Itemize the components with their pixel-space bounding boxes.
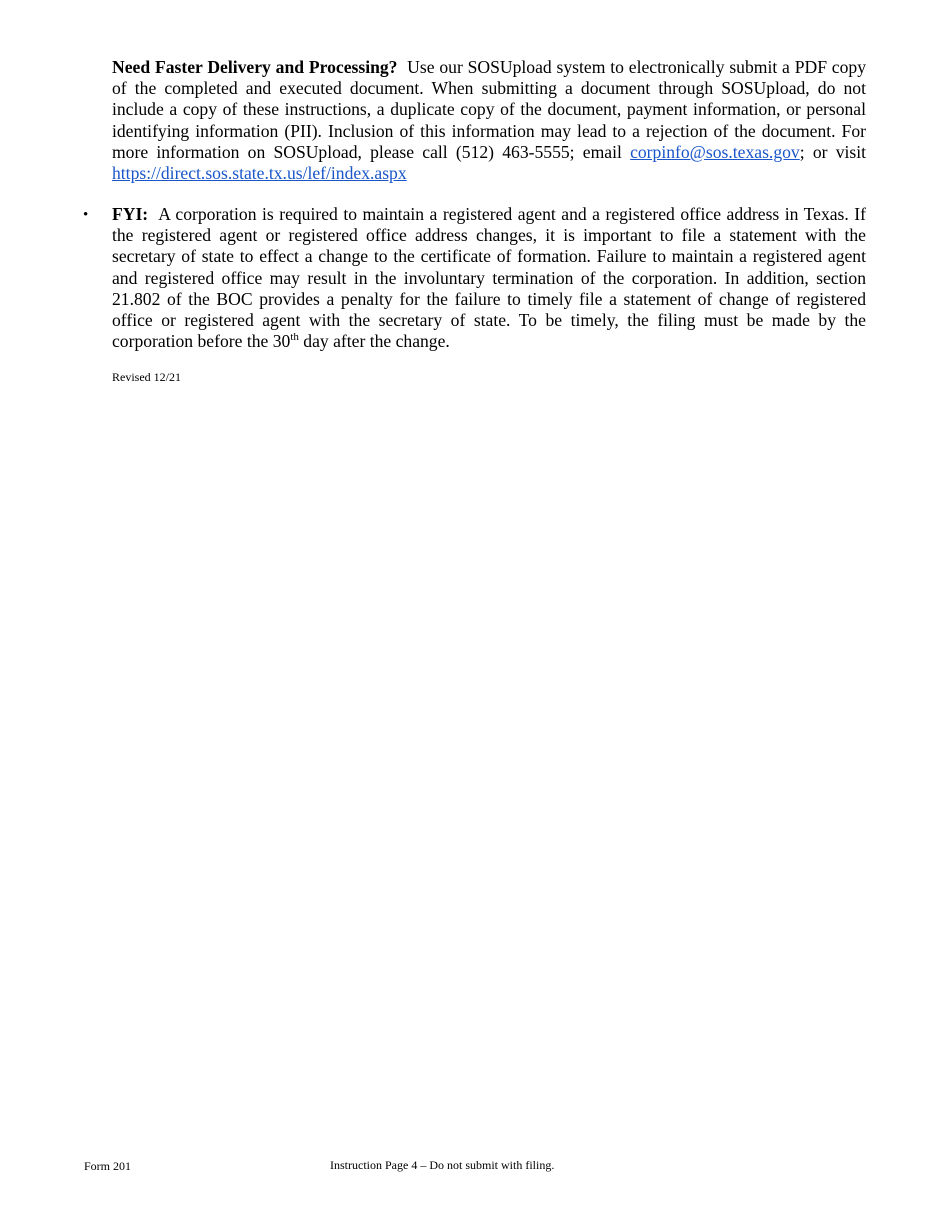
sosupload-url-link[interactable]: https://direct.sos.state.tx.us/lef/index.aspx: [112, 163, 407, 184]
fyi-text: A corporation is required to maintain a registered agent and a registered office address in Texas. If the registered agent or registered office address changes, it is important to file a statement with the secretary of state to effect a change to the certificate of formation. Failure to maintain a registered agent and registered office may result in the involuntary termination of the corporation. In addition, section 21.802 of the BOC provides a penalty for the failure to timely file a statement of change of registered office or registered agent with the secretary of state. To be timely, the filing must be made by the corporation before the 30: [112, 204, 867, 352]
visit-text: ; or visit: [799, 141, 866, 162]
fyi-superscript: th: [290, 331, 299, 344]
bullet-icon: •: [83, 207, 89, 223]
faster-delivery-heading: Need Faster Delivery and Processing?: [112, 57, 398, 77]
faster-delivery-paragraph: [112, 57, 866, 184]
footer-instruction-note: Instruction Page 4 – Do not submit with filing.: [330, 1158, 555, 1172]
fyi-text-end: day after the change.: [303, 331, 450, 352]
revised-date: Revised 12/21: [112, 370, 181, 384]
faster-delivery-text: Use our SOSUpload system to electronically submit a PDF copy of the completed and executed document. When submitting a document through SOSUpload, do not include a copy of these instructions, a duplicate copy of the document, payment information, or personal identifying information (PII). Inclusion of this information may lead to a rejection of the document. For more information on SOSUpload, please call (512) 463-5555; email: [112, 57, 867, 162]
fyi-paragraph: [112, 204, 866, 352]
footer-form-number: Form 201: [84, 1159, 132, 1173]
corpinfo-email-link[interactable]: corpinfo@sos.texas.gov: [630, 141, 800, 162]
fyi-label: FYI:: [112, 204, 149, 224]
